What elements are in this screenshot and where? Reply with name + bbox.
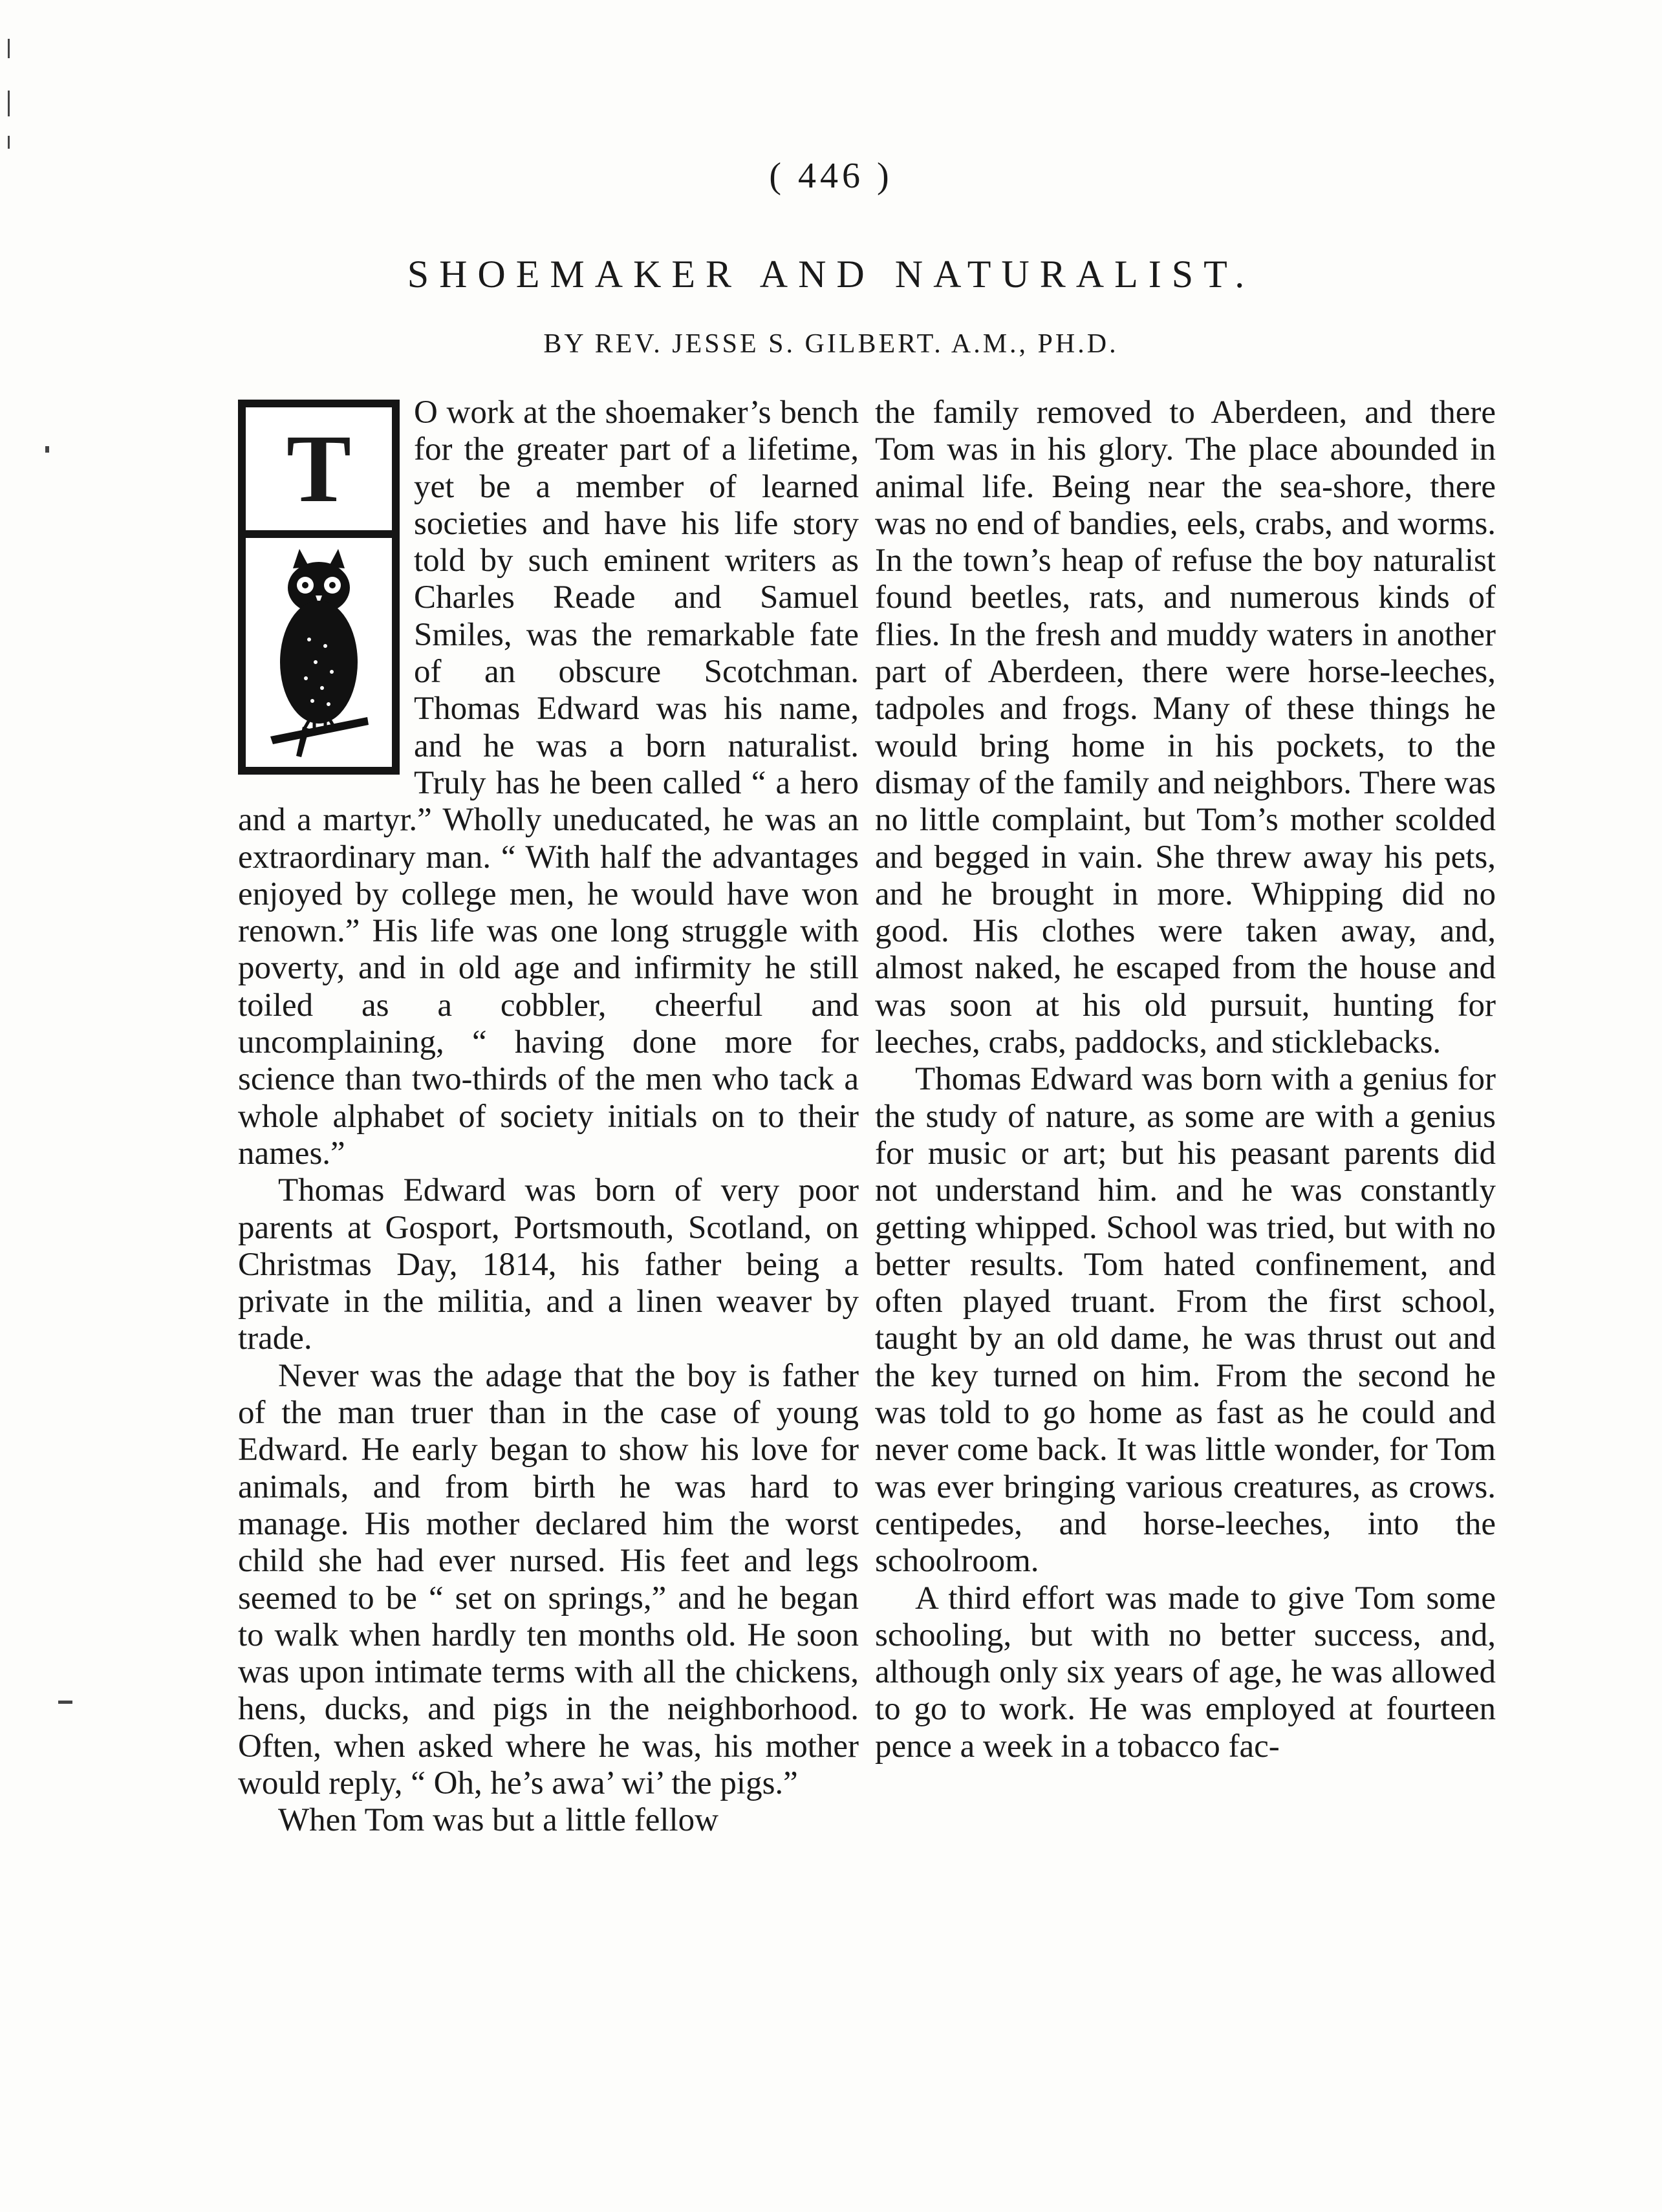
paragraph: When Tom was but a little fellow <box>278 1802 719 1839</box>
margin-mark <box>45 446 49 453</box>
paragraph: Never was the adage that the boy is father of the man truer than in the case of young Edward. He early began to show his love for animals, and from birth he was hard to manage. His mother declared him the worst child she had ever nursed. His feet and legs seemed to be “ set on springs,” and he began to walk when hardly ten months old. He soon was upon intimate terms with all the chickens, hens, ducks, and pigs in the neighborhood. Often, when asked where he was, his mother would reply, “ Oh, he’s awa’ wi’ the pigs.” <box>238 1357 859 1801</box>
article-title: SHOEMAKER AND NATURALIST. <box>407 253 1255 295</box>
margin-mark <box>8 91 10 116</box>
paragraph: the family removed to Aberdeen, and there Tom was in his glory. The place abounded in animal life. Being near the sea-shore, there was no end of bandies, eels, crabs, and worms. In the town’s heap of refuse the boy naturalist found beetles, rats, and numerous kinds of flies. In the fresh and muddy waters in another part of Aberdeen, there were horse-leeches, tadpoles and frogs. Many of these things he would bring home in his pockets, to the dismay of the family and neighbors. There was no little complaint, but Tom’s mother scolded and begged in vain. She threw away his pets, and he brought in more. Whipping did no good. His clothes were taken away, and, almost naked, he escaped from the house and was soon at his old pursuit, hunting for leeches, crabs, paddocks, and sticklebacks. <box>875 394 1496 1061</box>
page-number: ( 446 ) <box>769 156 893 196</box>
paragraph: Thomas Edward was born with a genius for the study of nature, as some are with a genius for music or art; but his peasant parents did not understand him. and he was constantly getting whipped. School was tried, but with no better results. Tom hated confinement, and often played truant. From the first school, taught by an old dame, he was thrust out and the key turned on him. From the second he was told to go home as fast as he could and never come back. It was little wonder, for Tom was ever bringing various creatures, as crows. centipedes, and horse-leeches, into the schoolroom. <box>875 1061 1496 1580</box>
byline: BY REV. JESSE S. GILBERT. A.M., PH.D. <box>543 329 1119 359</box>
owl-icon <box>246 538 392 767</box>
paragraph: O work at the shoemaker’s bench for the greater part of a lifetime, yet be a member of learned societies and have his life story told by such eminent writers as Charles Reade and Samuel Smiles, was the remarkable fate of an obscure Scotchman. Thomas Edward was his name, and he was a born naturalist. Truly has he been called “ a hero and a martyr.” Wholly uneducated, he was an extraordinary man. “ With half the advantages enjoyed by college men, he would have won renown.” His life was one long struggle with poverty, and in old age and infirmity he still toiled as a cobbler, cheerful and uncomplaining, “ having done more for science than two-thirds of the men who tack a whole alphabet of society initials on to their names.” <box>238 394 859 1172</box>
left-column <box>238 394 859 1840</box>
drop-cap-letter: T <box>246 407 392 538</box>
drop-cap <box>238 400 400 775</box>
right-column <box>875 394 1496 1765</box>
margin-mark <box>58 1701 72 1704</box>
paragraph: A third effort was made to give Tom some schooling, but with no better success, and, although only six years of age, he was allowed to go to work. He was employed at fourteen pence a week in a tobacco fac- <box>875 1580 1496 1765</box>
margin-mark <box>8 136 10 149</box>
paragraph: Thomas Edward was born of very poor parents at Gosport, Portsmouth, Scotland, on Christmas Day, 1814, his father being a private in the militia, and a linen weaver by trade. <box>238 1172 859 1357</box>
margin-mark <box>8 39 10 58</box>
